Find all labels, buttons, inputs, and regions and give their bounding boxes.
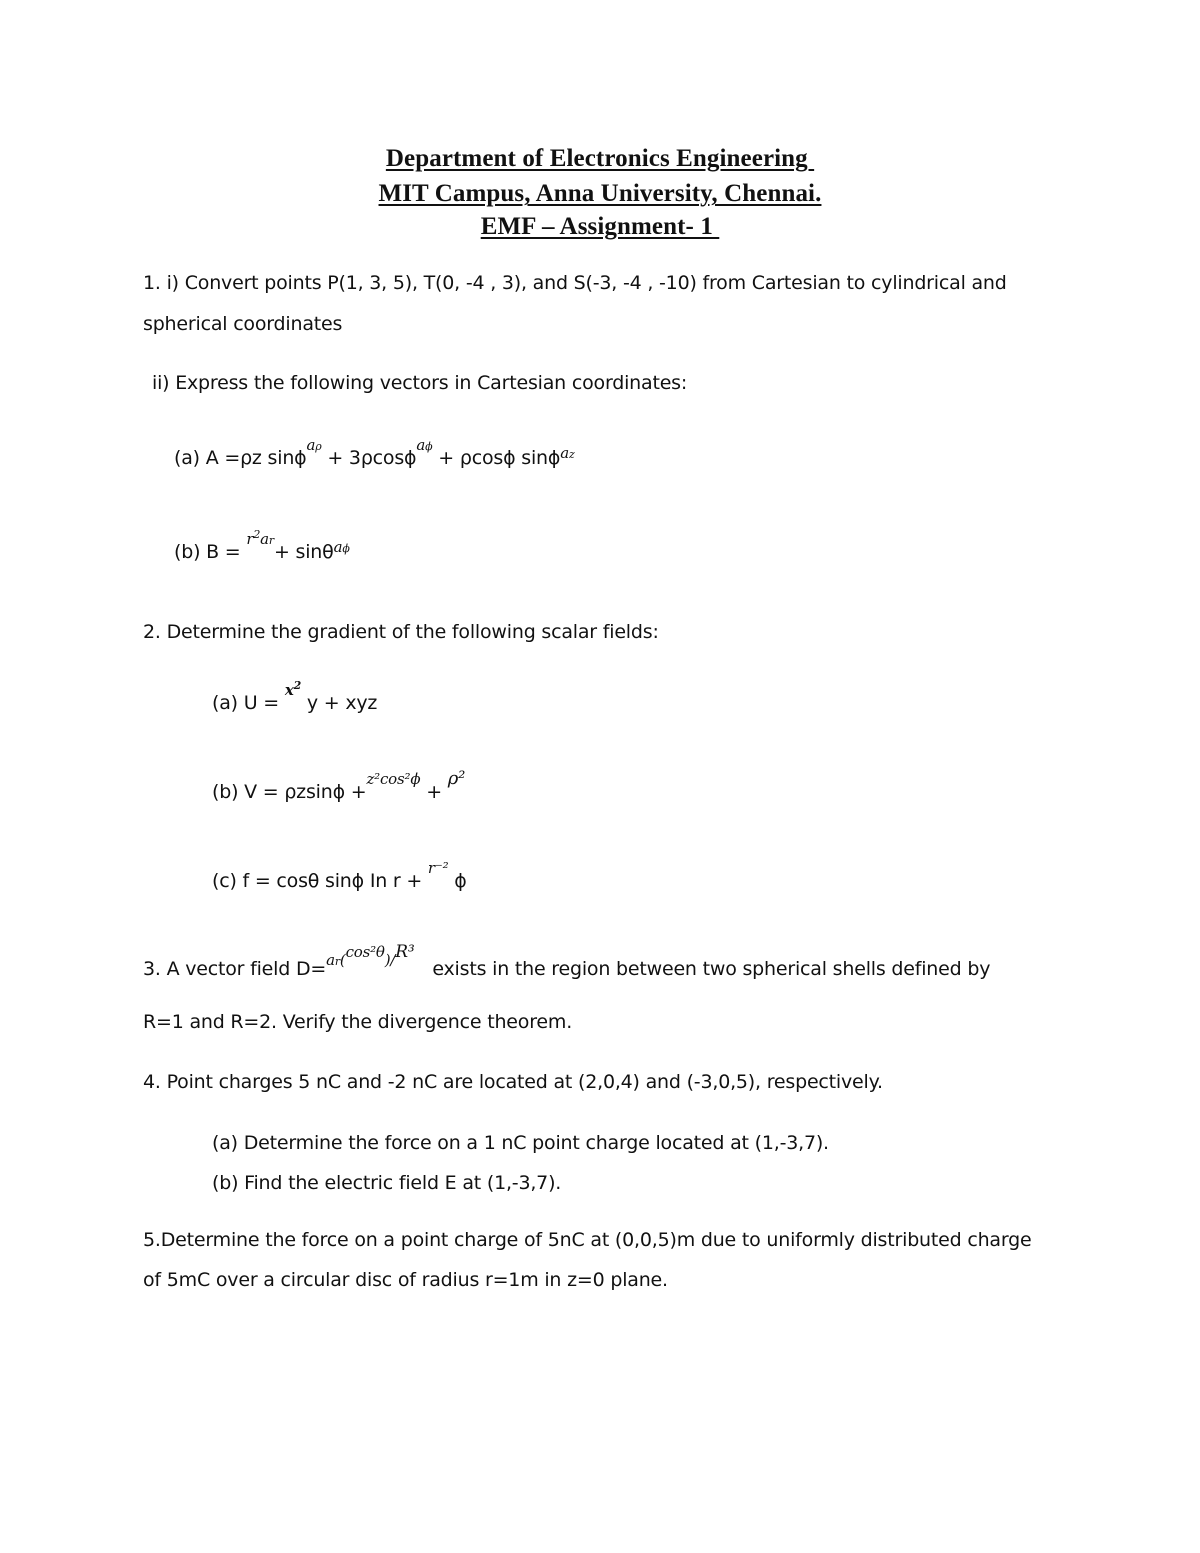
q2-a-part1: (a) U =: [212, 692, 285, 714]
r-inverse-squared-symbol: r⁻²: [427, 859, 449, 877]
a-phi-symbol: aϕ: [416, 436, 433, 454]
q3-line2: R=1 and R=2. Verify the divergence theorem.: [143, 1011, 573, 1033]
x-squared-symbol: x2: [284, 679, 302, 699]
q2-b-part1: (b) V = ρzsinϕ +: [212, 781, 367, 803]
q4-a: (a) Determine the force on a 1 nC point charge located at (1,-3,7).: [212, 1132, 829, 1154]
q1-b-part1: (b) B =: [174, 541, 247, 563]
header-department: Department of Electronics Engineering: [385, 145, 815, 172]
d-field-expression: ar(cos²θ)/R³: [326, 942, 415, 969]
z2-cos2-phi-symbol: z²cos²ϕ: [366, 770, 421, 788]
q2-b-part2: +: [420, 781, 448, 803]
a-z-symbol: az: [560, 444, 575, 462]
q1-a-part1: (a) A =ρz sinϕ: [174, 447, 307, 469]
q1-a-part2: + 3ρcosϕ: [321, 447, 417, 469]
q1-ii-b-equation: [174, 528, 350, 563]
header-assignment-title: EMF – Assignment- 1: [480, 213, 720, 240]
q2-c-part1: (c) f = cosθ sinϕ In r +: [212, 870, 428, 892]
q4-b: (b) Find the electric field E at (1,-3,7).: [212, 1172, 562, 1194]
q5-line1: 5.Determine the force on a point charge of 5nC at (0,0,5)m due to uniformly distributed charge: [143, 1229, 1032, 1251]
q2-a-equation: [212, 679, 378, 714]
q2-c-part2: ϕ: [448, 870, 467, 892]
rho-squared-symbol: ρ²: [447, 768, 466, 789]
q2-a-part2: y + xyz: [301, 692, 378, 714]
q2-c-equation: [212, 859, 467, 892]
a-rho-symbol: aρ: [306, 436, 322, 454]
q1-ii: ii) Express the following vectors in Cartesian coordinates:: [152, 372, 688, 394]
q3-part2: exists in the region between two spherical shells defined by: [432, 958, 991, 980]
header-campus: MIT Campus, Anna University, Chennai.: [378, 180, 822, 207]
r-squared-a-r-symbol: r2ar: [246, 528, 274, 548]
a-phi-b-symbol: aϕ: [333, 538, 350, 556]
q1-i-line1: 1. i) Convert points P(1, 3, 5), T(0, -4 , 3), and S(-3, -4 , -10) from Cartesian to cylindrical and: [143, 272, 1007, 294]
q3-part1: 3. A vector field D=: [143, 958, 327, 980]
q2-intro: 2. Determine the gradient of the following scalar fields:: [143, 621, 659, 643]
q1-i-line2: spherical coordinates: [143, 313, 343, 335]
q1-b-part2: + sinθ: [273, 541, 334, 563]
q4-intro: 4. Point charges 5 nC and -2 nC are located at (2,0,4) and (-3,0,5), respectively.: [143, 1071, 883, 1093]
q5-line2: of 5mC over a circular disc of radius r=1m in z=0 plane.: [143, 1269, 668, 1291]
q1-a-part3: + ρcosϕ sinϕ: [432, 447, 561, 469]
